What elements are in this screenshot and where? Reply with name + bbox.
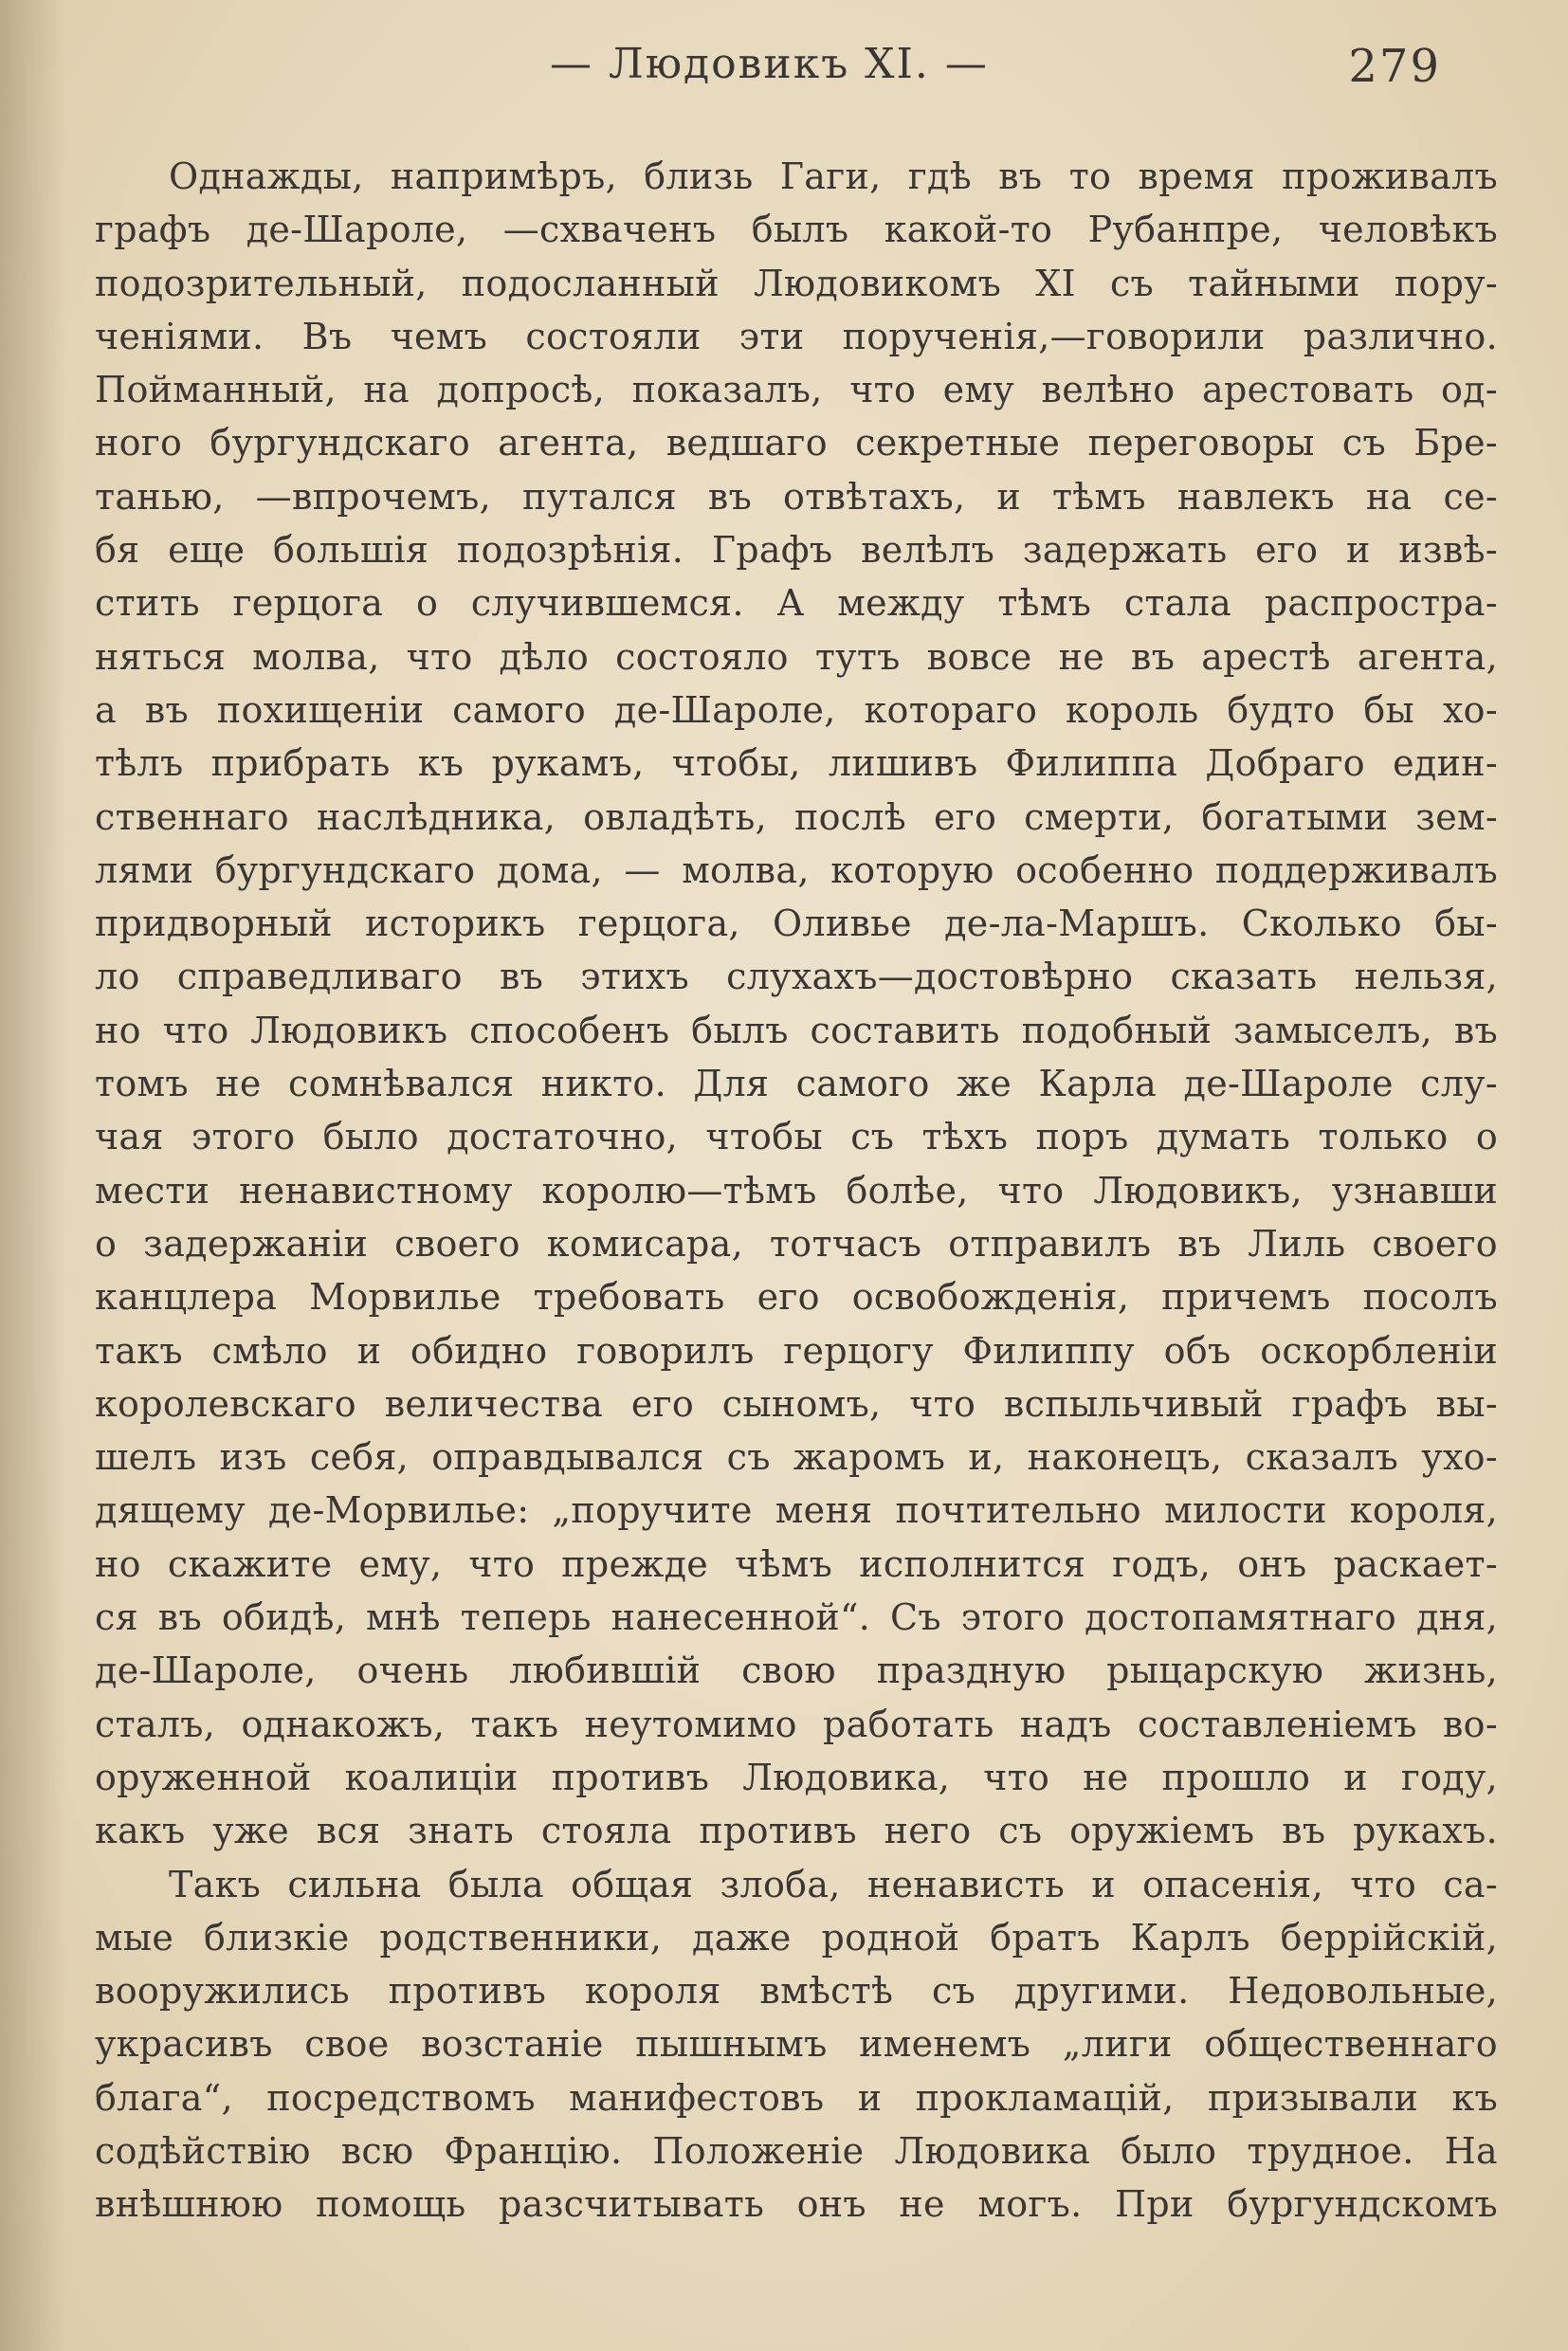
text-line: ченiями. Въ чемъ состояли эти порученiя,—говорили различно. — [95, 315, 1498, 357]
text-line: содѣйствiю всю Францiю. Положенiе Людовика было трудное. На — [95, 2129, 1498, 2172]
running-title: — Людовикъ XI. — — [550, 40, 989, 88]
text-line: шелъ изъ себя, оправдывался съ жаромъ и, наконецъ, сказалъ ухо- — [95, 1436, 1498, 1479]
page-header — [95, 40, 1498, 116]
text-line: мести ненавистному королю—тѣмъ болѣе, что Людовикъ, узнавши — [95, 1169, 1498, 1212]
body-text — [95, 150, 1498, 2232]
text-line: танью, —впрочемъ, путался въ отвѣтахъ, и тѣмъ навлекъ на се- — [95, 475, 1498, 518]
text-line: королевскаго величества его сыномъ, что вспыльчивый графъ вы- — [95, 1382, 1498, 1425]
text-line: дящему де-Морвилье: „поручите меня почтительно милости короля, — [95, 1489, 1498, 1532]
text-line: придворный историкъ герцога, Оливье де-ла-Маршъ. Сколько бы- — [95, 902, 1498, 945]
text-line: но скажите ему, что прежде чѣмъ исполнится годъ, онъ раскает- — [95, 1542, 1498, 1585]
text-line: Однажды, напримѣръ, близь Гаги, гдѣ въ то время проживалъ — [169, 155, 1498, 197]
text-line: оруженной коалицiи противъ Людовика, что не прошло и году, — [95, 1756, 1498, 1798]
text-line: ся въ обидѣ, мнѣ теперь нанесенной“. Съ этого достопамятнаго дня, — [95, 1596, 1498, 1639]
text-line: внѣшнюю помощь разсчитывать онъ не могъ. При бургундскомъ — [95, 2183, 1498, 2226]
text-line: ственнаго наслѣдника, овладѣть, послѣ его смерти, богатыми зем- — [95, 795, 1498, 838]
text-line: мые близкiе родственники, даже родной братъ Карлъ беррiйскiй, — [95, 1916, 1498, 1959]
text-line: подозрительный, подосланный Людовикомъ XI съ тайными пору- — [95, 262, 1498, 304]
paragraph — [95, 1858, 1498, 2232]
text-line: бя еще большiя подозрѣнiя. Графъ велѣлъ задержать его и извѣ- — [95, 529, 1498, 572]
text-line: ло справедливаго въ этихъ слухахъ—достовѣрно сказать нельзя, — [95, 956, 1498, 998]
text-line: тѣлъ прибрать къ рукамъ, чтобы, лишивъ Филиппа Добраго един- — [95, 742, 1498, 785]
text-line: какъ уже вся знать стояла противъ него съ оружiемъ въ рукахъ. — [95, 1810, 1498, 1852]
text-line: сталъ, однакожъ, такъ неутомимо работать надъ составленiемъ во- — [95, 1703, 1498, 1745]
text-line: канцлера Морвилье требовать его освобожденiя, причемъ посолъ — [95, 1276, 1498, 1319]
text-line: а въ похищенiи самого де-Шароле, котораго король будто бы хо- — [95, 688, 1498, 731]
text-line: о задержанiи своего комисара, тотчасъ отправилъ въ Лиль своего — [95, 1222, 1498, 1265]
text-line: графъ де-Шароле, —схваченъ былъ какой-то Рубанпре, человѣкъ — [95, 209, 1498, 251]
text-line: Такъ сильна была общая злоба, ненависть и опасенiя, что са- — [169, 1863, 1498, 1905]
text-line: няться молва, что дѣло состояло тутъ вовсе не въ арестѣ агента, — [95, 635, 1498, 678]
text-line: томъ не сомнѣвался никто. Для самого же Карла де-Шароле слу- — [95, 1063, 1498, 1105]
text-line: украсивъ свое возстанiе пышнымъ именемъ „лиги общественнаго — [95, 2023, 1498, 2066]
text-line: Пойманный, на допросѣ, показалъ, что ему велѣно арестовать од- — [95, 369, 1498, 411]
text-line: такъ смѣло и обидно говорилъ герцогу Филиппу объ оскорбленiи — [95, 1329, 1498, 1372]
paragraph — [95, 150, 1498, 1858]
text-line: вооружились противъ короля вмѣстѣ съ другими. Недовольные, — [95, 1970, 1498, 2013]
page-number: 279 — [1348, 40, 1441, 93]
text-line: лями бургундскаго дома, — молва, которую особенно поддерживалъ — [95, 848, 1498, 891]
text-line: но что Людовикъ способенъ былъ составить подобный замыселъ, въ — [95, 1009, 1498, 1051]
text-line: ного бургундскаго агента, ведшаго секретные переговоры съ Бре- — [95, 422, 1498, 465]
text-line: стить герцога о случившемся. А между тѣмъ стала распростра- — [95, 582, 1498, 625]
text-line: де-Шароле, очень любившiй свою праздную рыцарскую жизнь, — [95, 1649, 1498, 1692]
text-line: блага“, посредствомъ манифестовъ и прокламацiй, призывали къ — [95, 2076, 1498, 2119]
text-line: чая этого было достаточно, чтобы съ тѣхъ поръ думать только о — [95, 1116, 1498, 1158]
page-gutter-shadow — [0, 0, 66, 2351]
